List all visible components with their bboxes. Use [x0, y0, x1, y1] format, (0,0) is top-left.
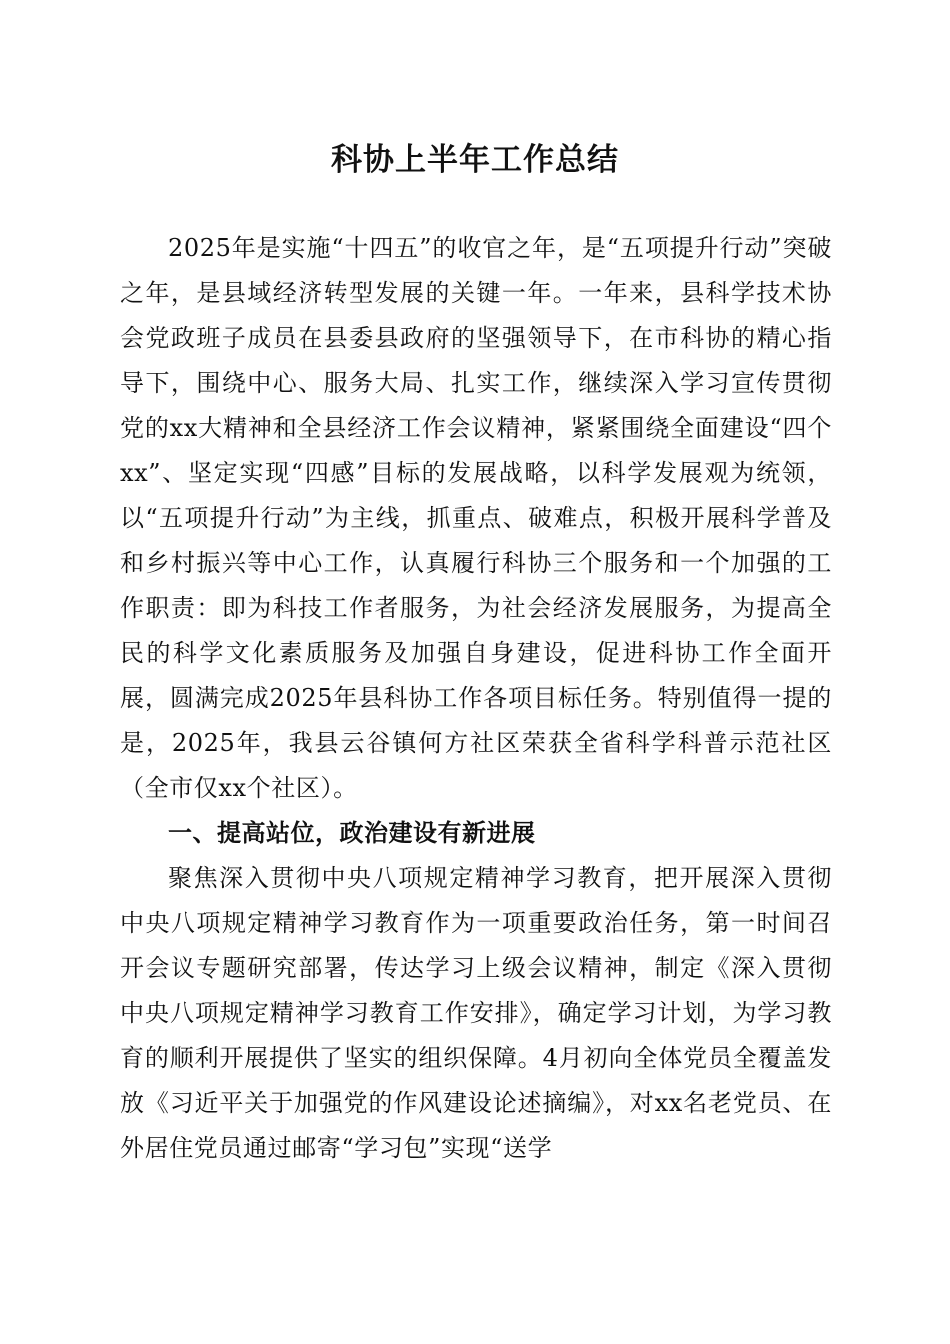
section-paragraph: 聚焦深入贯彻中央八项规定精神学习教育，把开展深入贯彻中央八项规定精神学习教育作为一项重要政治任务，第一时间召开会议专题研究部署，传达学习上级会议精神，制定《深入贯彻中央八项规定精神学习教育工作安排》，确定学习计划，为学习教育的顺利开展提供了坚实的组织保障。4月初向全体党员全覆盖发放《习近平关于加强党的作风建设论述摘编》，对xx名老党员、在外居住党员通过邮寄“学习包”实现“送学	[120, 864, 832, 1162]
section-heading: 一、提高站位，政治建设有新进展	[168, 819, 536, 847]
document-body	[120, 226, 832, 1171]
intro-paragraph: 2025年是实施“十四五”的收官之年，是“五项提升行动”突破之年，是县域经济转型发展的关键一年。一年来，县科学技术协会党政班子成员在县委县政府的坚强领导下，在市科协的精心指导下，围绕中心、服务大局、扎实工作，继续深入学习宣传贯彻党的xx大精神和全县经济工作会议精神，紧紧围绕全面建设“四个xx”、坚定实现“四感”目标的发展战略，以科学发展观为统领，以“五项提升行动”为主线，抓重点、破难点，积极开展科学普及和乡村振兴等中心工作，认真履行科协三个服务和一个加强的工作职责：即为科技工作者服务，为社会经济发展服务，为提高全民的科学文化素质服务及加强自身建设，促进科协工作全面开展，圆满完成2025年县科协工作各项目标任务。特别值得一提的是，2025年，我县云谷镇何方社区荣获全省科学科普示范社区（全市仅xx个社区）。	[120, 234, 832, 802]
document-title: 科协上半年工作总结	[331, 142, 619, 178]
